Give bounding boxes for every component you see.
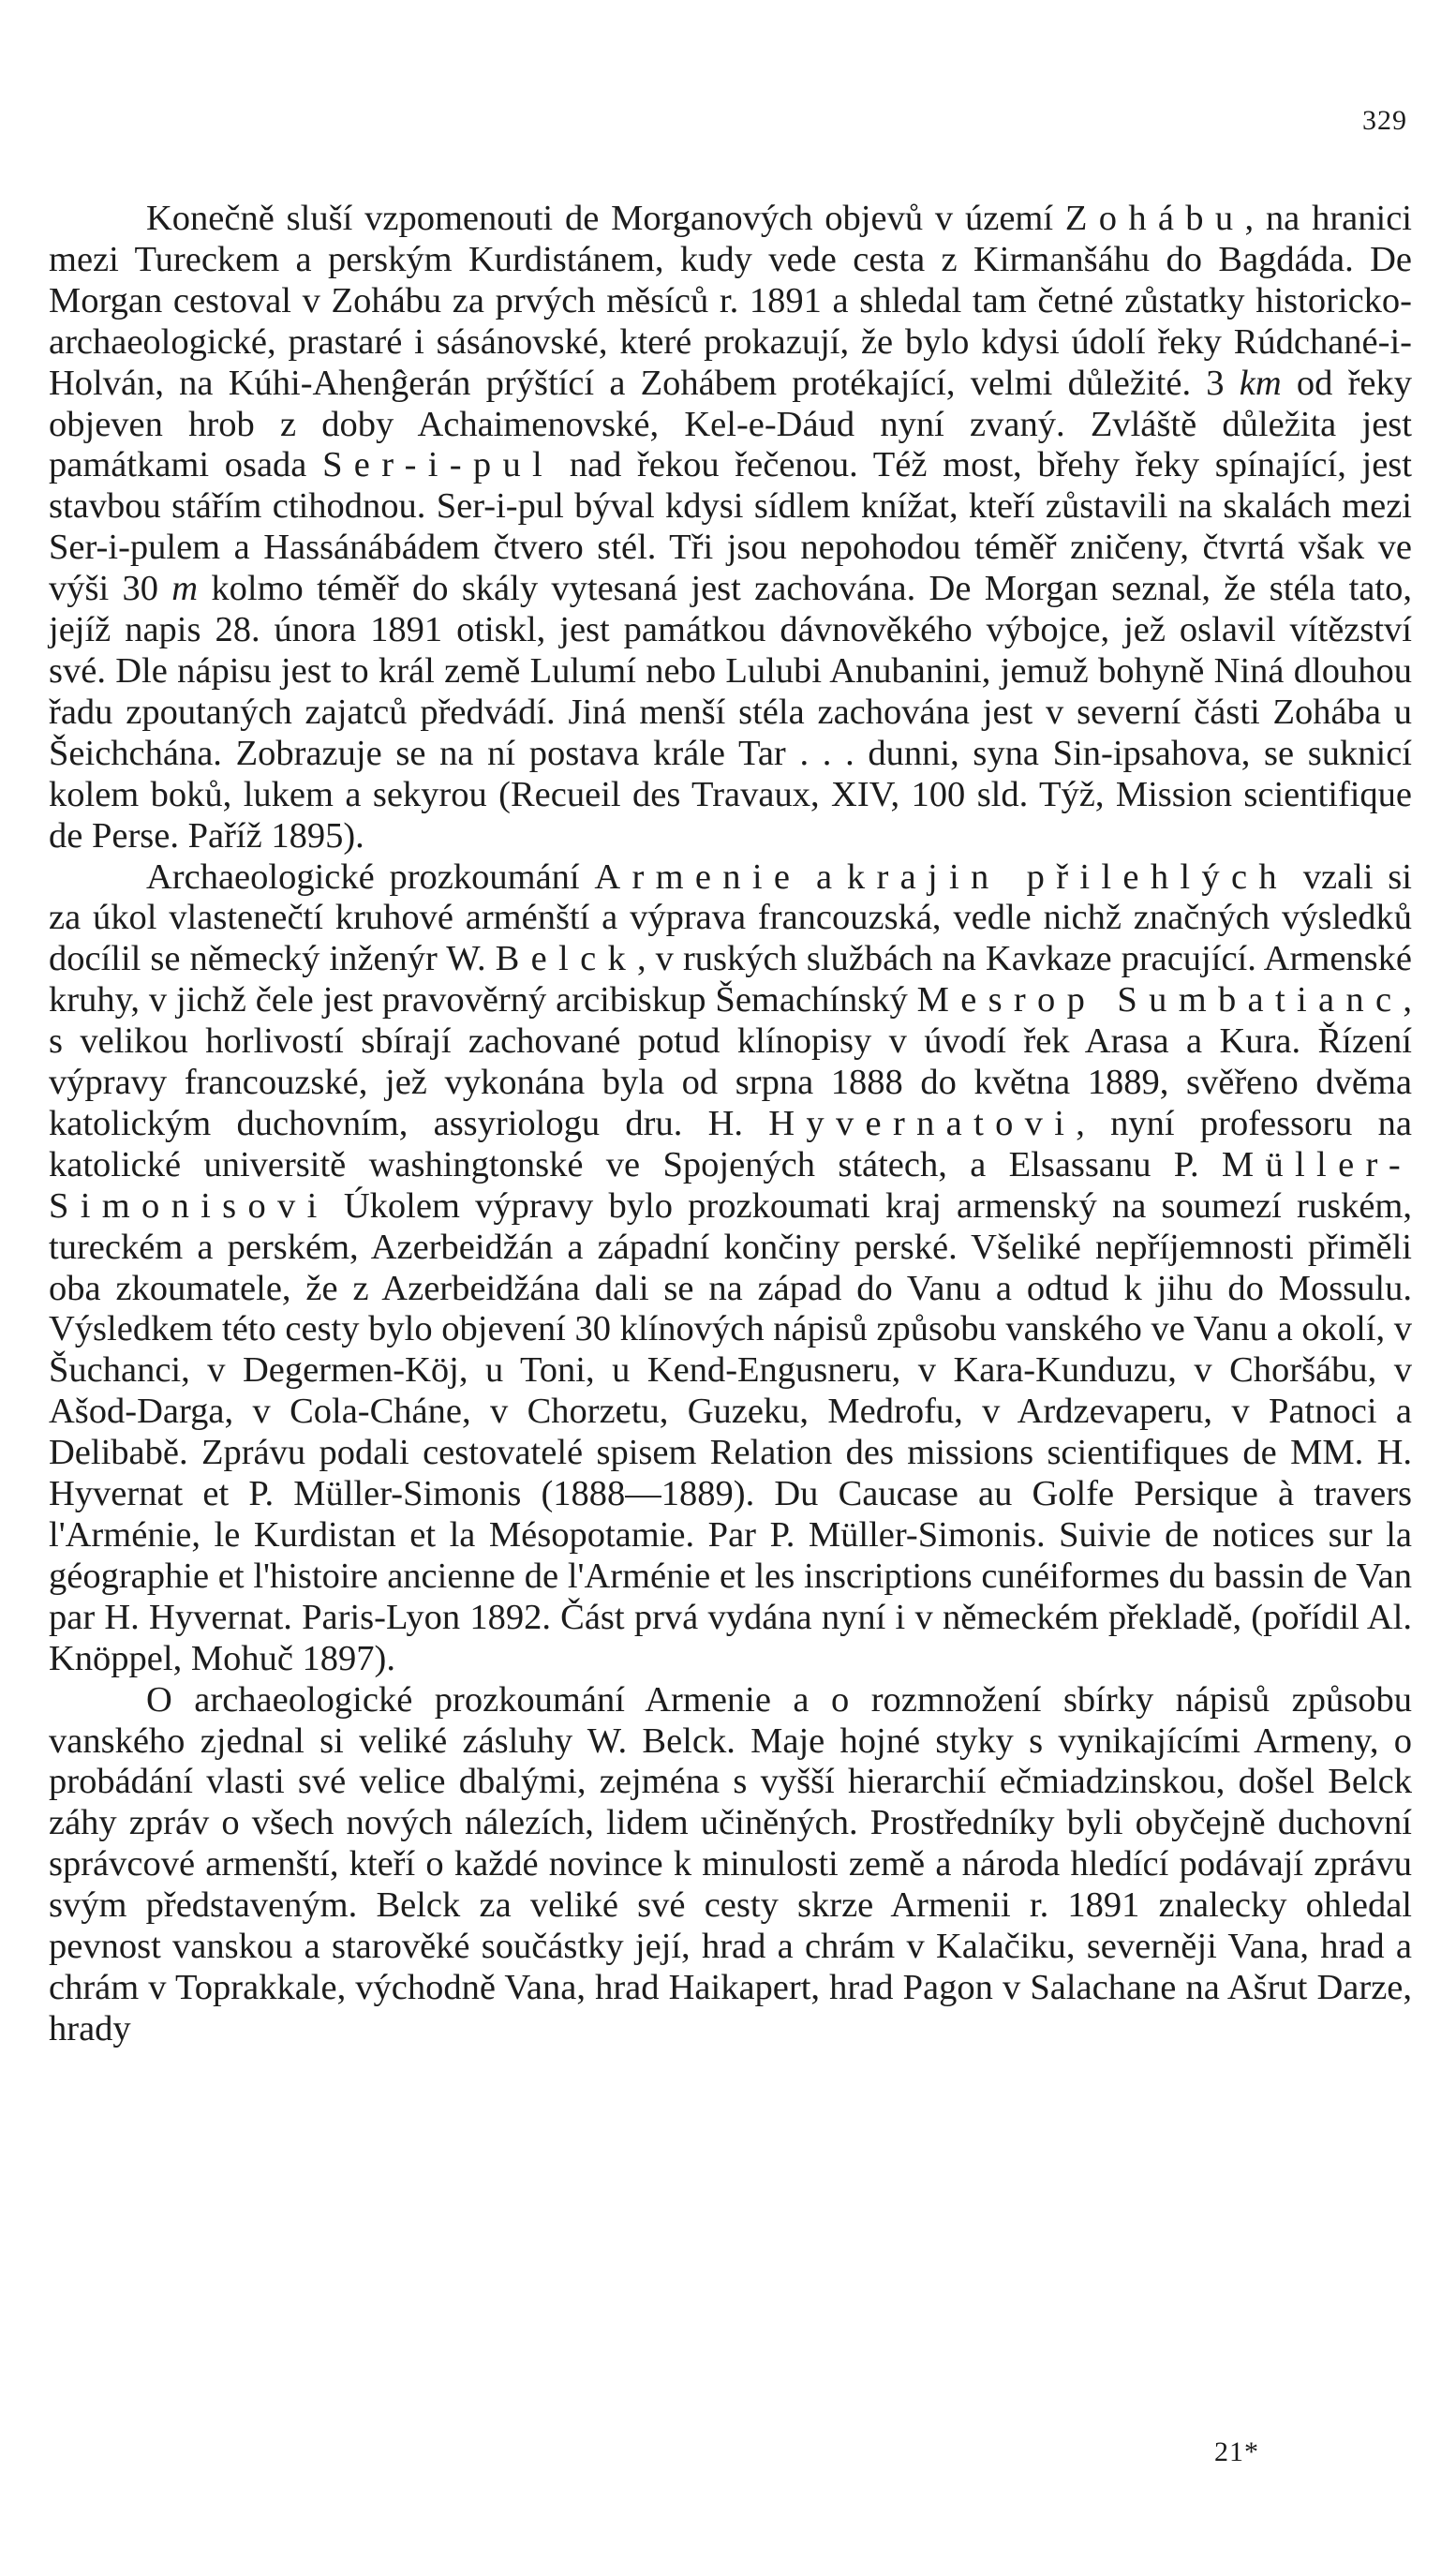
signature-mark: 21*: [1214, 2436, 1259, 2467]
text-run: Úkolem výpravy bylo prozkoumati kraj armenský na soumezí ruském, tureckém a perském, Azerbeidžán a západní končiny perské. Všeliké nepříjemnosti přiměli oba zkoumatele, že z Azerbeidžána dali se na západ do Vanu a odtud k jihu do Mossulu. Výsledkem této cesty bylo objevení 30 klínových nápisů způsobu vanského ve Vanu a okolí, v Šuchanci, v Degermen-Köj, u Toni, u Kend-Engusneru, v Kara-Kunduzu, v Choršábu, v Ašod-Darga, v Cola-Cháne, v Chorzetu, Guzeku, Medrofu, v Ardzevaperu, v Patnoci a Delibabě. Zprávu podali cestovatelé spisem Relation des missions scientifiques de MM. H. Hyvernat et P. Müller-Simonis (1888—1889). Du Caucase au Golfe Persique à travers l'Arménie, le Kurdistan et la Mésopotamie. Par P. Müller-Simonis. Suivie de notices sur la géographie et l'histoire ancienne de l'Arménie et les inscriptions cunéiformes du bassin de Van par H. Hyvernat. Paris-Lyon 1892. Část prvá vydána nyní i v německém překladě, (pořídil Al. Knöppel, Mohuč 1897).: [49, 1185, 1412, 1678]
paragraph: [49, 1680, 1412, 2050]
text-run: Konečně sluší vzpomenouti de Morganových objevů v území: [146, 199, 1065, 238]
text-run: kolmo téměř do skály vytesaná jest zachována. De Morgan seznal, že stéla tato, jejíž napis 28. února 1891 otiskl, jest památkou dávnověkého výbojce, jež oslavil vítězství své. Dle nápisu jest to král země Lulumí nebo Lulubi Anubanini, jemuž bohyně Niná dlouhou řadu zpoutaných zajatců předvádí. Jiná menší stéla zachována jest v severní části Zohába u Šeichchána. Zobrazuje se na ní postava krále Tar . . . dunni, syna Sin-ipsahova, se suknicí kolem boků, lukem a sekyrou (Recueil des Travaux, XIV, 100 sld. Týž, Mission scientifique de Perse. Paříž 1895).: [49, 569, 1412, 856]
italic-unit-text: m: [171, 569, 199, 609]
paragraph: [49, 857, 1412, 1680]
spaced-emphasis-text: Ser-i-pul: [322, 445, 555, 485]
text-run: , nyní professoru na katolické universitě washingtonské ve Spojených státech, a Elsassanu P.: [49, 1103, 1412, 1184]
spaced-emphasis-text: Armenie: [594, 856, 802, 897]
spaced-emphasis-text: Zohábu: [1064, 199, 1245, 238]
text-run: a: [801, 856, 847, 897]
spaced-emphasis-text: Müller-Simonisovi: [49, 1144, 1412, 1226]
page-number: 329: [1362, 105, 1407, 136]
text-run: nad řekou řečenou. Též most, břehy řeky spínající, jest stavbou stářím ctihodnou. Ser-i-pul býval kdysi sídlem knížat, kteří zůstavili na skalách mezi Ser-i-pulem a Hassánábádem čtvero stél. Tři jsou nepohodou téměř zničeny, čtvrtá však ve výši 30: [49, 445, 1412, 609]
paragraph: [49, 199, 1412, 857]
text-run: vzali si za úkol vlastenečtí kruhové arménští a výprava francouzská, vedle nichž značných výsledků docílil se německý inženýr W.: [49, 856, 1412, 979]
italic-unit-text: km: [1239, 363, 1282, 403]
text-run: , v ruských službách na Kavkaze pracující. Armenské kruhy, v jichž čele jest pravověrný arcibiskup Šemachínský: [49, 939, 1412, 1020]
text-run: , na hranici mezi Tureckem a perským Kurdistánem, kudy vede cesta z Kirmanšáhu do Bagdáda. De Morgan cestoval v Zohábu za prvých měsíců r. 1891 a shledal tam četné zůstatky historicko-archaeologické, prastaré i sásánovské, které prokazují, že bylo kdysi údolí řeky Rúdchané-i-Holván, na Kúhi-Ahenĝerán prýštící a Zohábem protékající, velmi důležité. 3: [49, 199, 1412, 403]
text-run: od řeky objeven hrob z doby Achaimenovské, Kel-e-Dáud nyní zvaný. Zvláště důležita jest památkami osada: [49, 363, 1412, 485]
spaced-emphasis-text: Belck: [495, 939, 638, 979]
spaced-emphasis-text: krajin přilehlých: [846, 856, 1288, 897]
text-run: O archaeologické prozkoumání Armenie a o rozmnožení sbírky nápisů způsobu vanského zjednal si veliké zásluhy W. Belck. Maje hojné styky s vynikajícími Armeny, o probádání vlasti své velice dbalými, zejména s vyšší hierarchií ečmiadzinskou, došel Belck záhy zpráv o všech nových nálezích, lidem učiněných. Prostředníky byli obyčejně duchovní správcové armenští, kteří o každé novince k minulosti země a národa hledící podávají zprávu svým představeným. Belck za veliké své cesty skrze Armenii r. 1891 znalecky ohledal pevnost vanskou a starověké součástky její, hrad a chrám v Kalačiku, severněji Vana, hrad a chrám v Toprakkale, východně Vana, hrad Haikapert, hrad Pagon v Salachane na Ašrut Darze, hrady: [49, 1679, 1412, 2048]
text-run: , s velikou horlivostí sbírají zachované potud klínopisy v úvodí řek Arasa a Kura. Řízení výpravy francouzské, jež vykonána byla od srpna 1888 do května 1889, svěřeno dvěma katolickým duchovním, assyriologu dru. H.: [49, 980, 1412, 1143]
spaced-emphasis-text: Mesrop Sumbatianc: [916, 980, 1404, 1020]
body-text: [49, 199, 1412, 2050]
spaced-emphasis-text: Hyvernatovi: [768, 1103, 1077, 1143]
text-run: Archaeologické prozkoumání: [146, 856, 595, 897]
